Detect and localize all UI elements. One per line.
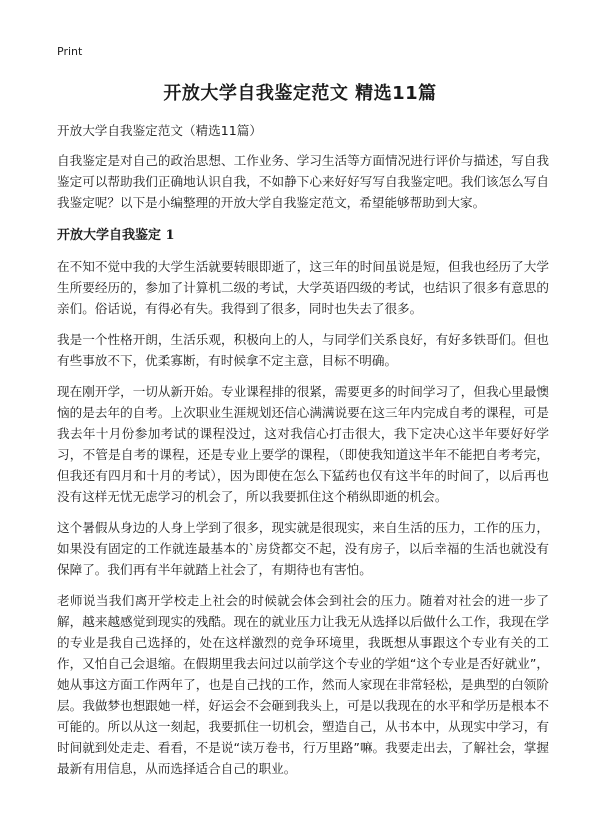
body-paragraph: 老师说当我们离开学校走上社会的时候就会体会到社会的压力。随着对社会的进一步了解，越来越感觉到现实的残酷。现在的就业压力让我无从选择以后做什么工作，我现在学的专业是我自己选择的，处在这样激烈的竞争环境里，我既想从事跟这个专业有关的工作，又怕自己会退缩。在假期里我去问过以前学这个专业的学姐“这个专业是否好就业”，她从事这方面工作两年了，也是自己找的工作，然而人家现在非常轻松，是典型的白领阶层。我做梦也想跟她一样，好运会不会砸到我头上，可是以我现在的水平和学历是根本不可能的。所以从这一刻起，我要抓住一切机会，塑造自己，从书本中，从现实中学习，有时间就到处走走、看看，不是说“读万卷书，行万里路”嘛。我要走出去，了解社会，掌握最新有用信息，从而选择适合自己的职业。	[57, 593, 549, 776]
document-subtitle: 开放大学自我鉴定范文（精选11篇）	[57, 123, 262, 138]
page-title: 开放大学自我鉴定范文 精选11篇	[163, 83, 437, 104]
section-heading: 开放大学自我鉴定 1	[57, 228, 175, 243]
document-body	[57, 120, 549, 789]
intro-paragraph: 自我鉴定是对自己的政治思想、工作业务、学习生活等方面情况进行评价与描述，写自我鉴定可以帮助我们正确地认识自我，不如静下心来好好写写自我鉴定吧。我们该怎么写自我鉴定呢？以下是小编整理的开放大学自我鉴定范文，希望能够帮助到大家。	[57, 153, 549, 210]
body-paragraph: 在不知不觉中我的大学生活就要转眼即逝了，这三年的时间虽说是短，但我也经历了大学生所要经历的，参加了计算机二级的考试，大学英语四级的考试，也结识了很多有意思的亲们。俗话说，有得必有失。我得到了很多，同时也失去了很多。	[57, 259, 549, 316]
print-link[interactable]: Print	[57, 45, 83, 58]
body-paragraph: 现在刚开学，一切从新开始。专业课程排的很紧，需要更多的时间学习了，但我心里最懊恼的是去年的自考。上次职业生涯规划还信心满满说要在这三年内完成自考的课程，可是我去年十月份参加考试的课程没过，这对我信心打击很大，我下定决心这半年要好好学习，不管是自考的课程，还是专业上要学的课程，（即使我知道这半年不能把自考考完，但我还有四月和十月的考试），因为即使在怎么下猛药也仅有这半年的时间了，以后再也没有这样无忧无虑学习的机会了，所以我要抓住这个稍纵即逝的机会。	[57, 384, 549, 504]
body-paragraph: 这个暑假从身边的人身上学到了很多，现实就是很现实，来自生活的压力，工作的压力，如果没有固定的工作就连最基本的`房贷都交不起，没有房子，以后幸福的生活也就没有保障了。我们再有半年就踏上社会了，有期待也有害怕。	[57, 520, 549, 577]
body-paragraph: 我是一个性格开朗，生活乐观，积极向上的人，与同学们关系良好，有好多铁哥们。但也有些事放不下，优柔寡断，有时候拿不定主意，目标不明确。	[57, 332, 549, 368]
